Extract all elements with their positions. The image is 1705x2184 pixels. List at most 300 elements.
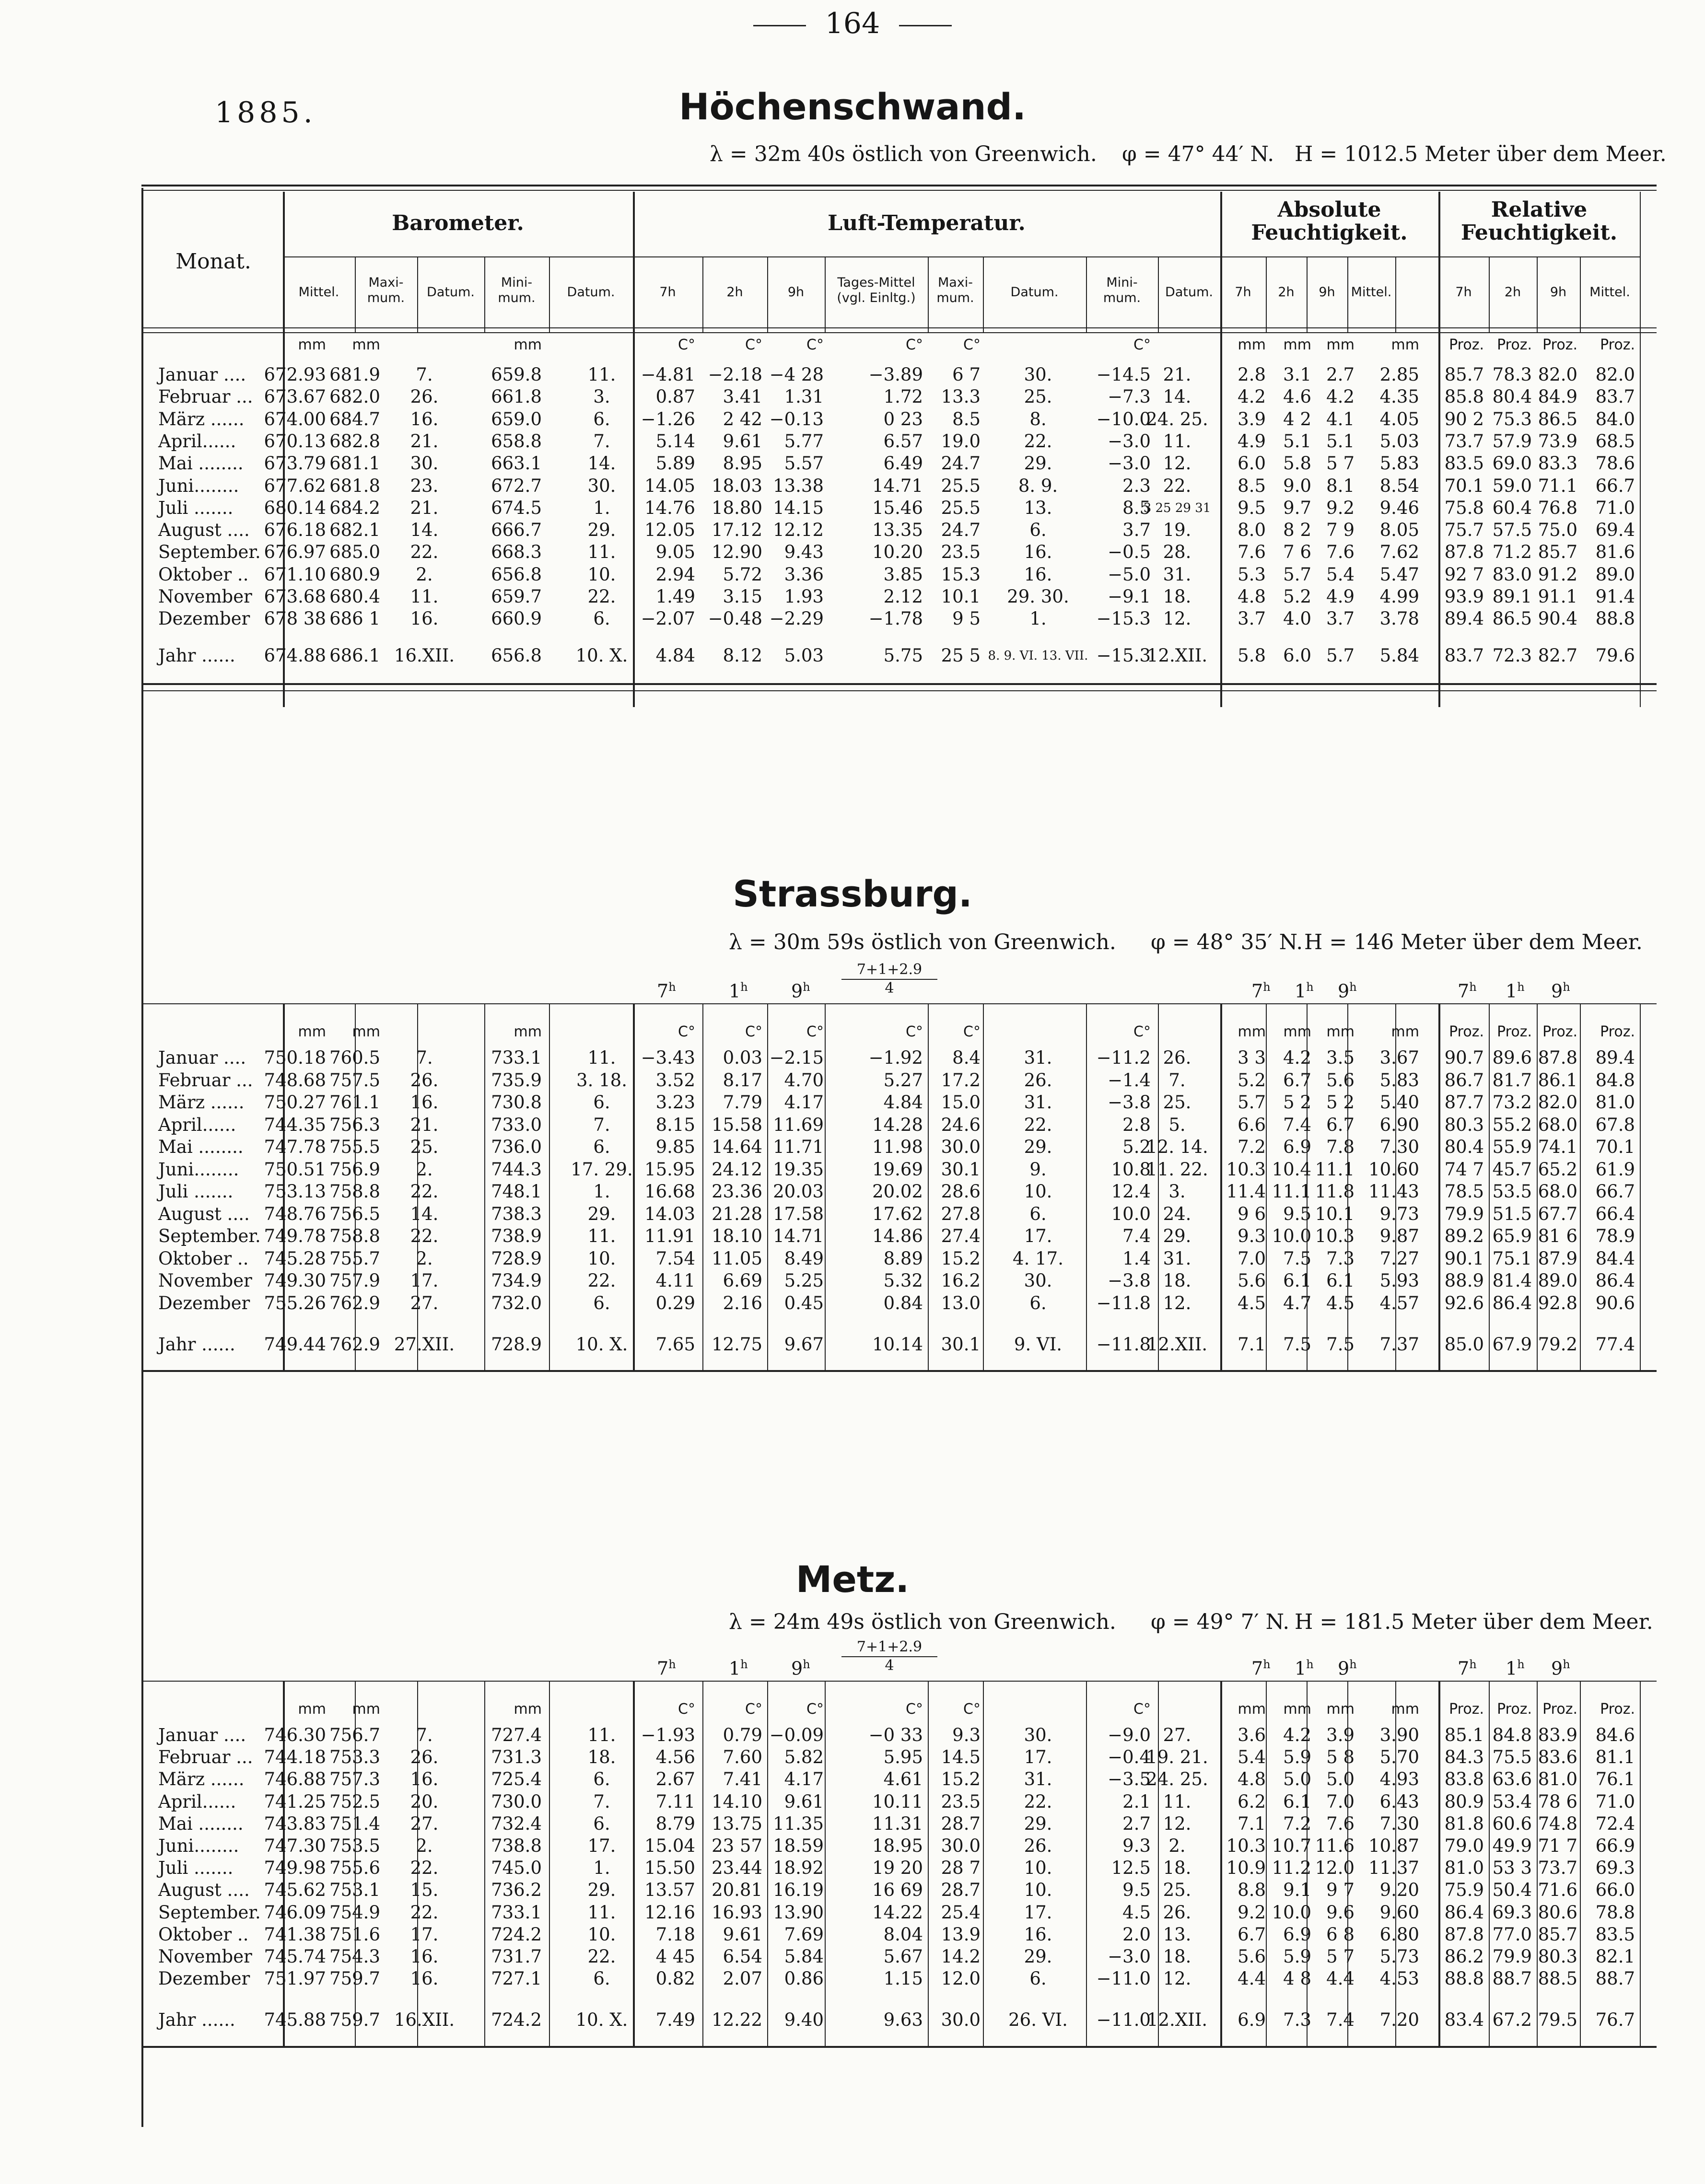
value-cell: 73.7 [1444,430,1484,452]
value-cell: 24.7 [941,520,981,541]
abs-humidity-header: Absolute [1277,197,1381,222]
value-cell: 90.4 [1538,608,1577,629]
value-cell: 81.0 [1444,1858,1484,1879]
value-cell: 5.82 [784,1747,824,1768]
value-cell: 4.35 [1379,386,1419,407]
value-cell: 12.90 [712,542,762,563]
value-cell: 10.9 [1226,1858,1266,1879]
date-cell: 1. [1029,608,1047,629]
column-header: Datum. [427,285,475,300]
hour-label: 7$^h$ [1251,980,1271,1002]
date-cell: 30. [1024,364,1052,385]
value-cell: 2.67 [655,1769,695,1790]
value-cell: 725.4 [491,1769,542,1790]
value-cell: 7.0 [1238,1248,1266,1269]
value-cell: 15.2 [941,1769,981,1790]
unit-label: mm [1326,1701,1355,1718]
value-cell: 756.9 [329,1159,380,1180]
value-cell: −0.09 [769,1725,824,1745]
value-cell: 86.5 [1538,408,1577,430]
table-row [0,1880,1705,1901]
value-cell: 14.71 [872,475,923,496]
value-cell: 5 2 [1326,1092,1355,1113]
value-cell: 9 7 [1326,1880,1355,1901]
column-header: Mittel. [1589,285,1630,300]
hour-label: 1$^h$ [729,1658,748,1679]
value-cell: 671.10 [264,564,326,585]
value-cell: 4.2 [1238,386,1266,407]
value-cell: 28.6 [941,1181,981,1202]
date-cell: 11. [587,364,616,385]
unit-label: mm [352,1701,380,1718]
value-cell: 18.80 [712,497,762,518]
value-cell: 84.6 [1595,1725,1635,1745]
value-cell: 752.5 [329,1791,380,1812]
top-rule [141,185,1657,186]
date-cell: 12.XII. [1146,2010,1208,2031]
value-cell: 23.5 [941,542,981,563]
unit-label: mm [514,1701,542,1718]
month-label: Mai ........ [158,1137,244,1157]
value-cell: 13.90 [773,1902,824,1923]
value-cell: −15.3 [1096,608,1151,629]
column-header: 7h [659,285,676,300]
header-rule [141,1003,1657,1004]
column-header: 2h [726,285,743,300]
month-label: März ...... [158,408,245,430]
date-cell: 29. [1024,1946,1052,1967]
value-cell: 7.1 [1238,1813,1266,1834]
table-row [0,1835,1705,1857]
value-cell: 3.78 [1379,608,1419,629]
value-cell: 5 7 [1326,1946,1355,1967]
value-cell: 89.4 [1595,1047,1635,1068]
date-cell: 6. [1029,1292,1047,1313]
column-header: 9h [1319,285,1335,300]
value-cell: 724.2 [491,1924,542,1945]
value-cell: 17.2 [941,1069,981,1091]
value-cell: 7.62 [1379,542,1419,563]
date-cell: 11. [1163,430,1191,452]
value-cell: 9.2 [1326,497,1355,518]
value-cell: −9.1 [1108,586,1151,607]
value-cell: 748.76 [264,1203,326,1224]
month-label: November [158,1946,252,1967]
value-cell: 88.7 [1492,1968,1532,1989]
value-cell: 0.86 [784,1968,824,1989]
value-cell: 78 6 [1538,1791,1577,1812]
value-cell: 666.7 [491,520,542,541]
date-cell: 11. [410,586,439,607]
value-cell: −3.89 [868,364,923,385]
station-height: H = 181.5 Meter über dem Meer. [1295,1610,1653,1634]
value-cell: 15.58 [712,1114,762,1135]
value-cell: −3.8 [1108,1092,1151,1113]
value-cell: 18.59 [773,1835,824,1856]
value-cell: 5.1 [1326,430,1355,452]
value-cell: 87.7 [1444,1092,1484,1113]
date-cell: 6. [593,408,610,430]
value-cell: 5.7 [1326,645,1355,666]
value-cell: 759.7 [329,1968,380,1989]
value-cell: 74.8 [1538,1813,1577,1834]
station-title: Höchenschwand. [679,85,1026,128]
value-cell: 2.8 [1238,364,1266,385]
value-cell: 8.04 [883,1924,923,1945]
unit-label: mm [1391,337,1419,353]
value-cell: 23.36 [712,1181,762,1202]
value-cell: 730.0 [491,1791,542,1812]
table-row [0,542,1705,563]
value-cell: 4.4 [1326,1968,1355,1989]
value-cell: 5.6 [1326,1069,1355,1091]
value-cell: 741.38 [264,1924,326,1945]
value-cell: 85.1 [1444,1725,1484,1745]
value-cell: 73.7 [1538,1858,1577,1879]
rel-humidity-header: Relative [1491,197,1588,222]
value-cell: 753.13 [264,1181,326,1202]
station-phi: φ = 48° 35′ N. [1151,930,1303,954]
table-row [0,1858,1705,1879]
month-label: Februar ... [158,1747,253,1768]
value-cell: 4 45 [655,1946,695,1967]
value-cell: 6.57 [883,430,923,452]
value-cell: 668.3 [491,542,542,563]
value-cell: 89.0 [1595,564,1635,585]
value-cell: 680.4 [329,586,380,607]
value-cell: 81.0 [1538,1769,1577,1790]
date-cell: 29. [1024,1813,1052,1834]
value-cell: 9.60 [1379,1902,1419,1923]
value-cell: 756.7 [329,1725,380,1745]
value-cell: 23.5 [941,1791,981,1812]
hour-label: 1$^h$ [1295,1658,1314,1679]
hour-label: 1$^h$ [1295,980,1314,1002]
value-cell: 4.11 [655,1270,695,1291]
value-cell: 5.83 [1379,453,1419,474]
value-cell: 10.3 [1226,1159,1266,1180]
table-row [0,1968,1705,1989]
value-cell: 3.85 [883,564,923,585]
value-cell: 79.2 [1538,1334,1577,1355]
date-cell: 18. [1163,1946,1191,1967]
value-cell: 81 6 [1538,1226,1577,1246]
value-cell: 6.0 [1283,645,1311,666]
value-cell: 80.4 [1444,1137,1484,1157]
value-cell: 659.7 [491,586,542,607]
value-cell: 6.69 [723,1270,762,1291]
value-cell: 749.78 [264,1226,326,1246]
value-cell: 5.8 [1238,645,1266,666]
value-cell: 5.84 [784,1946,824,1967]
value-cell: 7.6 [1326,1813,1355,1834]
value-cell: 754.9 [329,1902,380,1923]
value-cell: 6.43 [1379,1791,1419,1812]
value-cell: 3.90 [1379,1725,1419,1745]
date-cell: 16. [1024,564,1052,585]
value-cell: 85.7 [1538,1924,1577,1945]
value-cell: 91.1 [1538,586,1577,607]
date-cell: 16. [410,1769,439,1790]
value-cell: 6.9 [1283,1924,1311,1945]
value-cell: 53.5 [1492,1181,1532,1202]
value-cell: 663.1 [491,453,542,474]
value-cell: 7.8 [1326,1137,1355,1157]
date-cell: 19. 21. [1146,1747,1208,1768]
value-cell: 16.19 [773,1880,824,1901]
value-cell: 3.7 [1122,520,1151,541]
value-cell: 55.9 [1492,1137,1532,1157]
value-cell: 749.44 [264,1334,326,1355]
value-cell: 18.03 [712,475,762,496]
value-cell: 19.69 [872,1159,923,1180]
value-cell: 10.14 [872,1334,923,1355]
value-cell: 7.27 [1379,1248,1419,1269]
date-cell: 23. [410,475,439,496]
value-cell: 5.40 [1379,1092,1419,1113]
value-cell: 86.2 [1444,1946,1484,1967]
month-label: Oktober .. [158,1248,249,1269]
value-cell: 10.0 [1272,1226,1311,1246]
value-cell: 50.4 [1492,1880,1532,1901]
table-row [0,1248,1705,1269]
value-cell: 69.3 [1492,1902,1532,1923]
value-cell: 2 42 [723,408,762,430]
value-cell: 5.1 [1283,430,1311,452]
unit-label: mm [352,1023,380,1040]
value-cell: 83.0 [1492,564,1532,585]
value-cell: 10.3 [1315,1226,1355,1246]
value-cell: 4.2 [1326,386,1355,407]
value-cell: 8.05 [1379,520,1419,541]
value-cell: −2.29 [769,608,824,629]
value-cell: 12.0 [941,1968,981,1989]
value-cell: 8.79 [655,1813,695,1834]
date-cell: 16. [410,1092,439,1113]
date-cell: 28. [1163,542,1191,563]
value-cell: 51.5 [1492,1203,1532,1224]
unit-label: C° [963,1023,981,1040]
value-cell: 758.8 [329,1226,380,1246]
value-cell: 17.62 [872,1203,923,1224]
value-cell: 18.95 [872,1835,923,1856]
value-cell: 28.7 [941,1813,981,1834]
value-cell: 88.8 [1595,608,1635,629]
value-cell: 9.43 [784,542,824,563]
value-cell: 728.9 [491,1334,542,1355]
value-cell: 728.9 [491,1248,542,1269]
value-cell: 736.2 [491,1880,542,1901]
table-row [0,1092,1705,1113]
value-cell: 67.9 [1492,1334,1532,1355]
month-label: Februar ... [158,386,253,407]
value-cell: 749.98 [264,1858,326,1879]
value-cell: 1.31 [784,386,824,407]
value-cell: 78.8 [1595,1902,1635,1923]
value-cell: 682.0 [329,386,380,407]
value-cell: 28.7 [941,1880,981,1901]
date-cell: 29. [587,520,616,541]
value-cell: 16.2 [941,1270,981,1291]
value-cell: 2.7 [1122,1813,1151,1834]
date-cell: 12. 14. [1146,1137,1208,1157]
date-cell: 5. [1168,1114,1186,1135]
value-cell: 84.9 [1538,386,1577,407]
header-rule [283,256,1640,257]
station-title: Metz. [795,1558,910,1601]
unit-label: C° [906,1701,923,1718]
value-cell: 677.62 [264,475,326,496]
date-cell: 2. [416,1835,433,1856]
value-cell: 682.8 [329,430,380,452]
value-cell: 92.8 [1538,1292,1577,1313]
value-cell: 18.10 [712,1226,762,1246]
value-cell: 670.13 [264,430,326,452]
value-cell: 7.41 [723,1769,762,1790]
value-cell: −11.8 [1096,1334,1151,1355]
hour-label: 7$^h$ [1251,1658,1271,1679]
date-cell: 6. [593,1769,610,1790]
value-cell: 25.5 [941,475,981,496]
value-cell: 17.12 [712,520,762,541]
date-cell: 16. [410,1946,439,1967]
value-cell: −1.78 [868,608,923,629]
date-cell: 30. [1024,1725,1052,1745]
value-cell: 672.7 [491,475,542,496]
unit-label: Proz. [1497,337,1532,353]
value-cell: 744.18 [264,1747,326,1768]
date-cell: 16. [410,1968,439,1989]
value-cell: 75.7 [1444,520,1484,541]
value-cell: 14.76 [644,497,695,518]
table-row [0,409,1705,430]
date-cell: 24. 25. [1146,1769,1208,1790]
date-cell: 22. [410,1858,439,1879]
date-cell: 26. [1163,1047,1191,1068]
value-cell: 733.0 [491,1114,542,1135]
value-cell: 5.95 [883,1747,923,1768]
value-cell: 88.8 [1444,1968,1484,1989]
value-cell: 2.12 [883,586,923,607]
value-cell: −9.0 [1108,1725,1151,1745]
date-cell: 26. [1163,1902,1191,1923]
date-cell: 21. [410,430,439,452]
value-cell: 7.65 [655,1334,695,1355]
value-cell: 19.0 [941,430,981,452]
value-cell: 6.1 [1283,1791,1311,1812]
value-cell: 11.05 [712,1248,762,1269]
value-cell: 83.5 [1444,453,1484,474]
column-header: mum. [1103,290,1141,305]
value-cell: 88.5 [1538,1968,1577,1989]
unit-label: mm [514,1023,542,1040]
value-cell: 746.88 [264,1769,326,1790]
value-cell: 0.84 [883,1292,923,1313]
barometer-header: Barometer. [392,211,524,235]
value-cell: 72.4 [1595,1813,1635,1834]
unit-label: mm [514,337,542,353]
column-header: 7h [1235,285,1251,300]
header-rule [141,1681,1657,1682]
month-label: September. [158,1902,261,1923]
value-cell: 9.73 [1379,1203,1419,1224]
unit-label: Proz. [1542,337,1577,353]
value-cell: 11.98 [872,1137,923,1157]
month-label: April...... [158,430,236,452]
value-cell: 66.7 [1595,1181,1635,1202]
value-cell: 66.9 [1595,1835,1635,1856]
date-cell: 7. [1168,1069,1186,1091]
value-cell: 10.60 [1368,1159,1419,1180]
value-cell: 16.93 [712,1902,762,1923]
unit-label: Proz. [1542,1701,1577,1718]
value-cell: 7 9 [1326,520,1355,541]
value-cell: 6.2 [1238,1791,1266,1812]
date-cell: 11. [587,1047,616,1068]
value-cell: 0.87 [655,386,695,407]
date-cell: 18. [1163,586,1191,607]
date-cell: 7. [416,364,433,385]
value-cell: 746.09 [264,1902,326,1923]
column-divider [1395,256,1396,333]
value-cell: 8.49 [784,1248,824,1269]
month-label: Dezember [158,608,250,629]
value-cell: 78.3 [1492,364,1532,385]
value-cell: 6.54 [723,1946,762,1967]
value-cell: 2.3 [1122,475,1151,496]
value-cell: 81.1 [1595,1747,1635,1768]
hour-label: 9$^h$ [791,1658,810,1679]
value-cell: 78.9 [1595,1226,1635,1246]
value-cell: 83.7 [1444,645,1484,666]
date-cell: 12. [1163,1292,1191,1313]
value-cell: 680.9 [329,564,380,585]
unit-label: mm [1238,1701,1266,1718]
date-cell: 9. [1029,1159,1047,1180]
value-cell: 91.4 [1595,586,1635,607]
value-cell: 70.1 [1595,1137,1635,1157]
value-cell: 3.9 [1326,1725,1355,1745]
value-cell: 8.54 [1379,475,1419,496]
value-cell: −15.3 [1096,645,1151,666]
value-cell: −11.8 [1096,1292,1151,1313]
hour-label: 9$^h$ [1551,980,1570,1002]
date-cell: 10. X. [575,2010,628,2031]
value-cell: 59.0 [1492,475,1532,496]
temperature-header: Luft-Temperatur. [828,211,1026,235]
value-cell: 674.00 [264,408,326,430]
value-cell: 7.37 [1379,1334,1419,1355]
value-cell: 67.2 [1492,2010,1532,2031]
value-cell: 13.35 [872,520,923,541]
value-cell: 7.6 [1238,542,1266,563]
value-cell: 3.36 [784,564,824,585]
value-cell: 656.8 [491,564,542,585]
unit-label: Proz. [1449,1701,1484,1718]
date-cell: 29. [587,1880,616,1901]
value-cell: 88.7 [1595,1968,1635,1989]
date-cell: 22. [587,1270,616,1291]
value-cell: 0.45 [784,1292,824,1313]
value-cell: 7.60 [723,1747,762,1768]
value-cell: 84.8 [1492,1725,1532,1745]
value-cell: 686.1 [329,645,380,666]
unit-label: mm [1391,1701,1419,1718]
date-cell: 7. [416,1047,433,1068]
value-cell: 673.79 [264,453,326,474]
value-cell: 20.81 [712,1880,762,1901]
value-cell: 658.8 [491,430,542,452]
